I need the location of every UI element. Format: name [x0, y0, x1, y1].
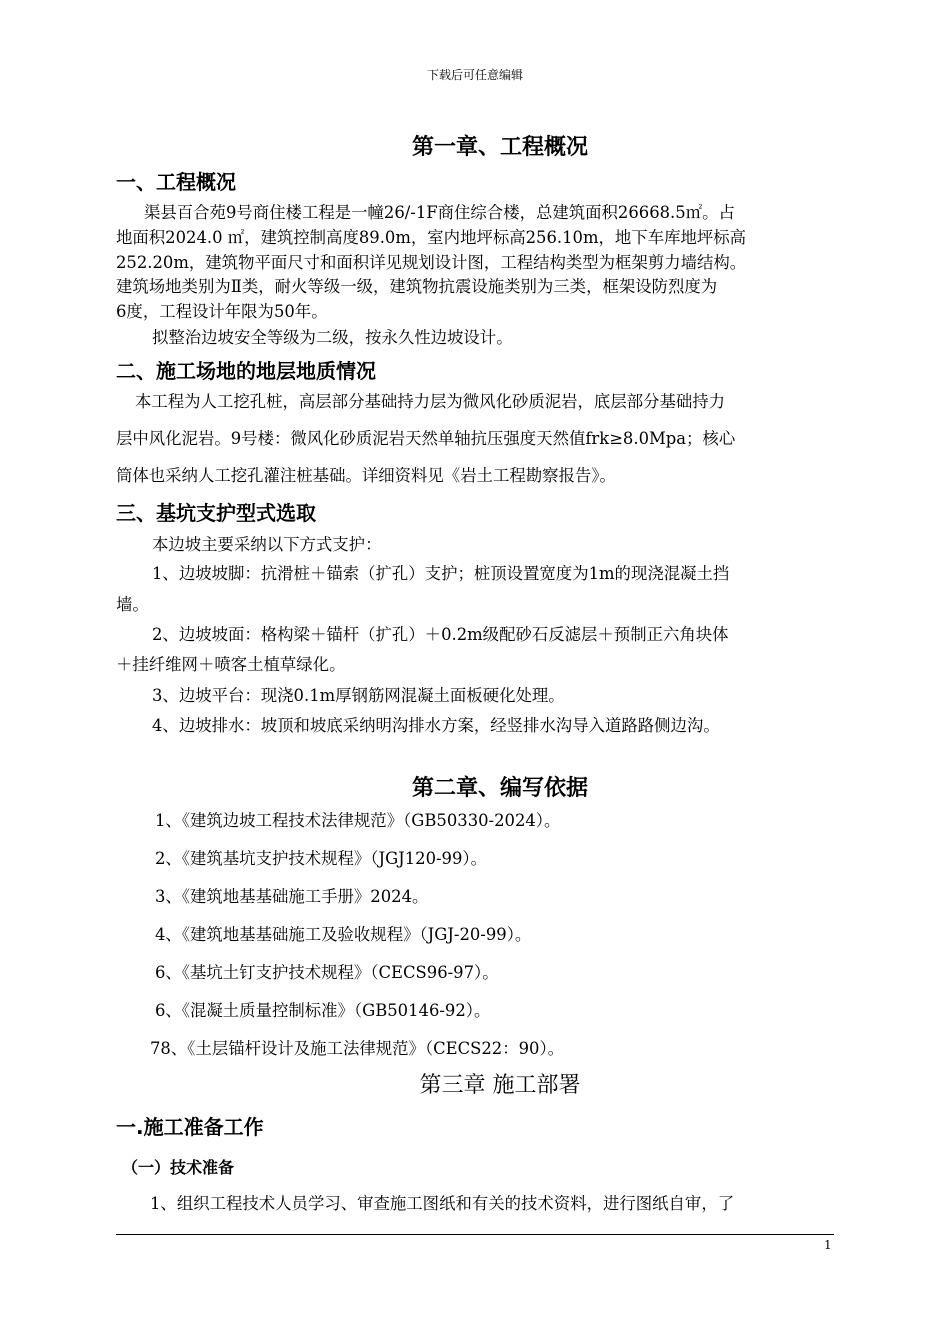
- paragraph-line: 墙。: [116, 595, 149, 614]
- chapter-1-title: 第一章、工程概况: [411, 135, 588, 160]
- section-2-heading: 二、施工场地的地层地质情况: [116, 359, 376, 383]
- paragraph-line: 1、边坡坡脚：抗滑桩＋锚索（扩孔）支护；桩顶设置宽度为1m的现浇混凝土挡: [152, 564, 730, 583]
- section-3-heading: 三、基坑支护型式选取: [116, 501, 316, 525]
- section-heading: 一.施工准备工作: [116, 1115, 264, 1139]
- reference-item: 6、《基坑土钉支护技术规程》（CECS96-97）。: [155, 963, 499, 982]
- page-header: 下载后可任意编辑: [426, 68, 523, 82]
- reference-item: 78、《土层锚杆设计及施工法律规范》（CECS22：90）。: [150, 1039, 565, 1058]
- paragraph-line: 3、边坡平台：现浇0.1m厚钢筋网混凝土面板硬化处理。: [152, 686, 565, 705]
- reference-item: 6、《混凝土质量控制标准》（GB50146-92）。: [155, 1001, 491, 1020]
- footer-divider: [116, 1234, 834, 1235]
- paragraph-line: 拟整治边坡安全等级为二级，按永久性边坡设计。: [152, 328, 513, 347]
- reference-item: 2、《建筑基坑支护技术规程》（JGJ120-99）。: [155, 849, 487, 868]
- paragraph-line: 渠县百合苑9号商住楼工程是一幢26/-1F商住综合楼，总建筑面积26668.5㎡。占: [144, 203, 735, 222]
- paragraph-line: 4、边坡排水：坡顶和坡底采纳明沟排水方案，经竖排水沟导入道路路侧边沟。: [152, 716, 720, 735]
- reference-item: 1、《建筑边坡工程技术法律规范》（GB50330-2024）。: [155, 811, 561, 830]
- paragraph-line: 1、组织工程技术人员学习、审查施工图纸和有关的技术资料，进行图纸自审，了: [150, 1194, 735, 1213]
- reference-item: 4、《建筑地基基础施工及验收规程》（JGJ-20-99）。: [155, 925, 532, 944]
- subsection-heading: （一）技术准备: [122, 1158, 235, 1177]
- chapter-3-title: 第三章 施工部署: [419, 1073, 581, 1098]
- page-number: 1: [824, 1238, 832, 1252]
- paragraph-line: ＋挂纤维网＋喷客土植草绿化。: [116, 655, 346, 674]
- reference-item: 3、《建筑地基基础施工手册》2024。: [155, 887, 429, 906]
- paragraph-line: 本边坡主要采纳以下方式支护：: [152, 535, 382, 554]
- section-1-heading: 一、工程概况: [116, 170, 236, 194]
- paragraph-line: 筒体也采纳人工挖孔灌注桩基础。详细资料见《岩土工程勘察报告》。: [116, 466, 616, 485]
- paragraph-line: 层中风化泥岩。9号楼：微风化砂质泥岩天然单轴抗压强度天然值frk≥8.0Mpa；核心: [116, 429, 736, 448]
- paragraph-line: 地面积2024.0 ㎡，建筑控制高度89.0m，室内地坪标高256.10m，地下车库地坪标高: [116, 228, 747, 247]
- paragraph-line: 6度，工程设计年限为50年。: [116, 302, 328, 321]
- paragraph-line: 建筑场地类别为Ⅱ类，耐火等级一级，建筑物抗震设施类别为三类，框架设防烈度为: [116, 277, 718, 296]
- paragraph-line: 2、边坡坡面：格构梁＋锚杆（扩孔）＋0.2m级配砂石反滤层＋预制正六角块体: [152, 625, 729, 644]
- chapter-2-title: 第二章、编写依据: [411, 776, 588, 801]
- paragraph-line: 252.20m，建筑物平面尺寸和面积详见规划设计图，工程结构类型为框架剪力墙结构。: [116, 253, 747, 272]
- paragraph-line: 本工程为人工挖孔桩，高层部分基础持力层为微风化砂质泥岩，底层部分基础持力: [135, 392, 726, 411]
